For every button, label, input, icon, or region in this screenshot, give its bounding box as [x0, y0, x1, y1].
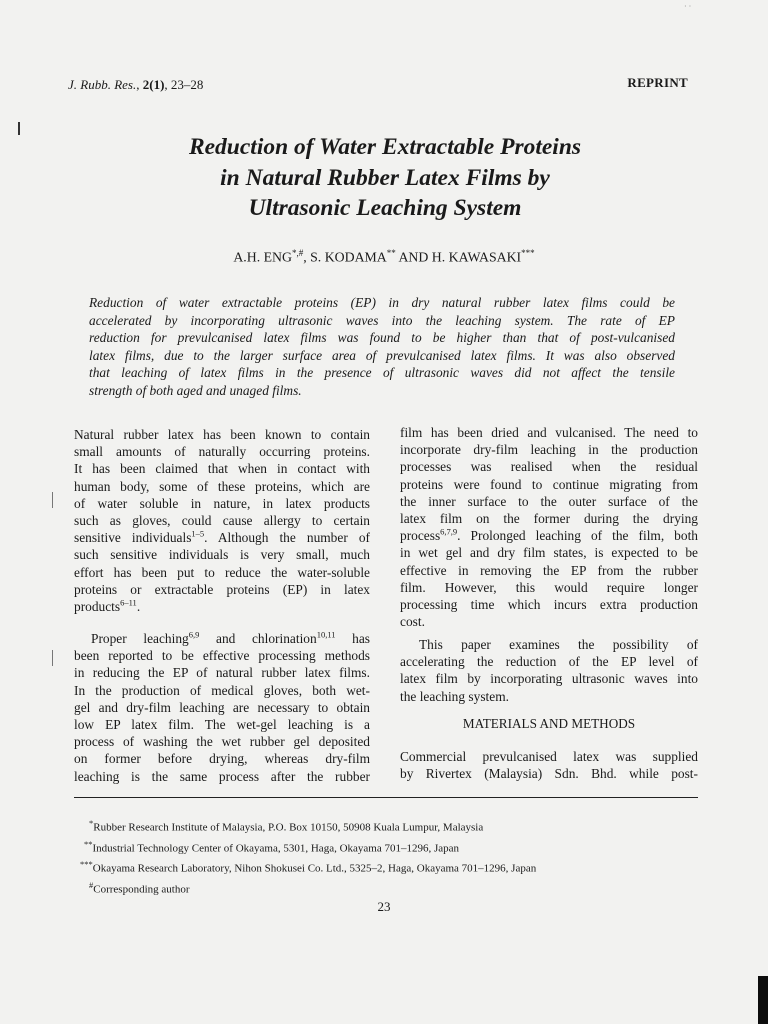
- text-line: accelerating the reduction of the EP level of: [400, 654, 698, 670]
- text-line: film. However, this would require longer: [400, 579, 698, 595]
- text-line: such as gloves, could cause allergy to certain: [74, 513, 370, 529]
- author-name: A.H. ENG: [233, 249, 292, 265]
- body-paragraph: [400, 636, 698, 705]
- footnotes: [80, 815, 536, 898]
- journal-citation: J. Rubb. Res., 2(1), 23–28: [68, 77, 204, 92]
- footnote-mark: ***: [80, 859, 93, 870]
- text-line: Proper leaching$^{6,9}$ and chlorination$^{10,11}$ has: [91, 629, 371, 646]
- abstract-line: strength of both aged and unaged films.: [89, 382, 302, 398]
- affiliation-mark: **: [386, 248, 396, 258]
- text-line: cost.: [400, 614, 425, 630]
- abstract-line: Reduction of water extractable proteins (EP) in dry natural rubber latex films could be: [89, 295, 675, 310]
- citation-superscript: 6–11: [120, 597, 137, 608]
- text-line: proteins or extractable proteins (EP) in latex: [74, 581, 370, 597]
- author-name: , S. KODAMA: [303, 249, 387, 265]
- page-number: 23: [377, 899, 391, 914]
- text-line: This paper examines the possibility of: [419, 637, 698, 652]
- footnote: *Rubber Research Institute of Malaysia, P.O. Box 10150, 50908 Kuala Lumpur, Malaysia: [89, 818, 484, 834]
- text-line: low EP latex film. The wet-gel leaching is a: [74, 717, 370, 733]
- body-paragraph: [74, 426, 370, 615]
- text-line: process$^{6,7,9}$. Prolonged leaching of the film, both: [400, 526, 698, 544]
- title-line: Ultrasonic Leaching System: [248, 195, 522, 221]
- abstract-line: latex films, due to the larger surface area of prevulcanised latex films. It was also observed: [89, 347, 675, 363]
- text-line: such sensitive individuals is very small, much: [74, 547, 370, 563]
- abstract-line: reduction for prevulcanised latex films was found to be higher than that of post-vulcanised: [89, 330, 675, 346]
- text-line: products$^{6-11}$.: [74, 597, 141, 615]
- journal-name: J. Rubb. Res.: [68, 77, 137, 92]
- abstract: [89, 294, 675, 400]
- text-line: in wet gel and dry film states, is expected to be: [400, 545, 698, 561]
- footnote: #Corresponding author: [89, 879, 190, 896]
- footnote: **Industrial Technology Center of Okayama, 5301, Haga, Okayama 701–1296, Japan: [84, 838, 460, 855]
- text-line: in reducing the EP of natural rubber latex films.: [74, 665, 370, 681]
- text-line: effective in removing the EP from the rubber: [400, 562, 698, 578]
- citation-superscript: 10,11: [316, 629, 336, 640]
- author-list: [0, 248, 768, 266]
- footnote-mark: #: [89, 879, 94, 890]
- text-line: been reported to be effective processing methods: [74, 648, 370, 664]
- journal-pages: , 23–28: [164, 77, 204, 92]
- text-line: by Rivertex (Malaysia) Sdn. Bhd. while post-: [400, 766, 698, 782]
- affiliation-mark: ***: [521, 248, 535, 258]
- citation-superscript: 6,9: [188, 629, 200, 640]
- scan-speck: · ·: [684, 2, 692, 11]
- journal-volume: 2: [142, 77, 150, 92]
- text-line: small amounts of naturally occurring proteins.: [74, 444, 370, 460]
- author-name: AND H. KAWASAKI: [395, 249, 522, 265]
- abstract-line: accelerated by incorporating ultrasonic waves into the leaching system. The rate of EP: [89, 312, 675, 328]
- text-line: sensitive individuals$^{1-5}$. Although the number of: [74, 528, 370, 546]
- body-paragraph: [400, 748, 698, 782]
- text-line: human body, some of these proteins, which are: [74, 478, 370, 494]
- text-line: Commercial prevulcanised latex was supplied: [400, 749, 698, 764]
- footnote-mark: **: [84, 838, 93, 849]
- body-paragraph: [74, 630, 370, 785]
- title-line: in Natural Rubber Latex Films by: [220, 164, 550, 191]
- journal-issue: (1): [149, 77, 165, 92]
- text-line: leaching is the same process after the rubber: [74, 768, 370, 784]
- citation-superscript: 1–5: [191, 528, 205, 539]
- footnote: ***Okayama Research Laboratory, Nihon Shokusei Co. Ltd., 5325–2, Haga, Okayama 701–1296, Japan: [80, 859, 537, 875]
- text-line: the inner surface to the outer surface of the: [400, 493, 698, 509]
- text-line: processing time which incurs extra production: [400, 597, 698, 613]
- text-line: proteins were found to continue migrating from: [400, 476, 698, 492]
- affiliation-mark: *,#: [291, 248, 304, 258]
- text-line: Natural rubber latex has been known to contain: [74, 427, 370, 442]
- footnote-mark: *: [89, 818, 94, 828]
- text-line: incorporate dry-film leaching in the production: [400, 442, 698, 458]
- section-heading: MATERIALS AND METHODS: [462, 716, 636, 731]
- text-line: latex film on the former during the drying: [400, 511, 698, 527]
- abstract-line: that leaching of latex films in the presence of ultrasonic waves did not affect the tensile: [89, 365, 675, 381]
- body-paragraph: [400, 424, 698, 630]
- reprint-label: REPRINT: [627, 75, 688, 90]
- scan-margin-mark: [52, 492, 53, 508]
- text-line: latex film by incorporating ultrasonic waves into: [400, 671, 698, 687]
- title-line: Reduction of Water Extractable Proteins: [188, 134, 582, 160]
- text-line: In the production of medical gloves, both wet-: [74, 682, 370, 698]
- text-line: gel and dry-film leaching are necessary to obtain: [74, 699, 370, 715]
- text-line: processes was realised when the residual: [400, 459, 698, 475]
- citation-superscript: 6,7,9: [440, 526, 458, 537]
- paper-title: [120, 132, 650, 224]
- text-line: the leaching system.: [400, 688, 509, 704]
- text-line: of water soluble in nature, in latex products: [74, 495, 370, 511]
- scan-margin-mark: [18, 122, 20, 135]
- text-line: on former before drying, whereas dry-film: [74, 751, 370, 767]
- text-line: film has been dried and vulcanised. The need to: [400, 425, 698, 440]
- footnote-divider: [74, 797, 698, 798]
- text-line: It has been claimed that when in contact with: [74, 461, 370, 477]
- text-line: process of washing the wet rubber gel deposited: [74, 734, 370, 750]
- scan-edge-bar: [758, 976, 768, 1024]
- text-line: effort has been put to reduce the water-soluble: [74, 564, 370, 580]
- scan-margin-mark: [52, 650, 53, 666]
